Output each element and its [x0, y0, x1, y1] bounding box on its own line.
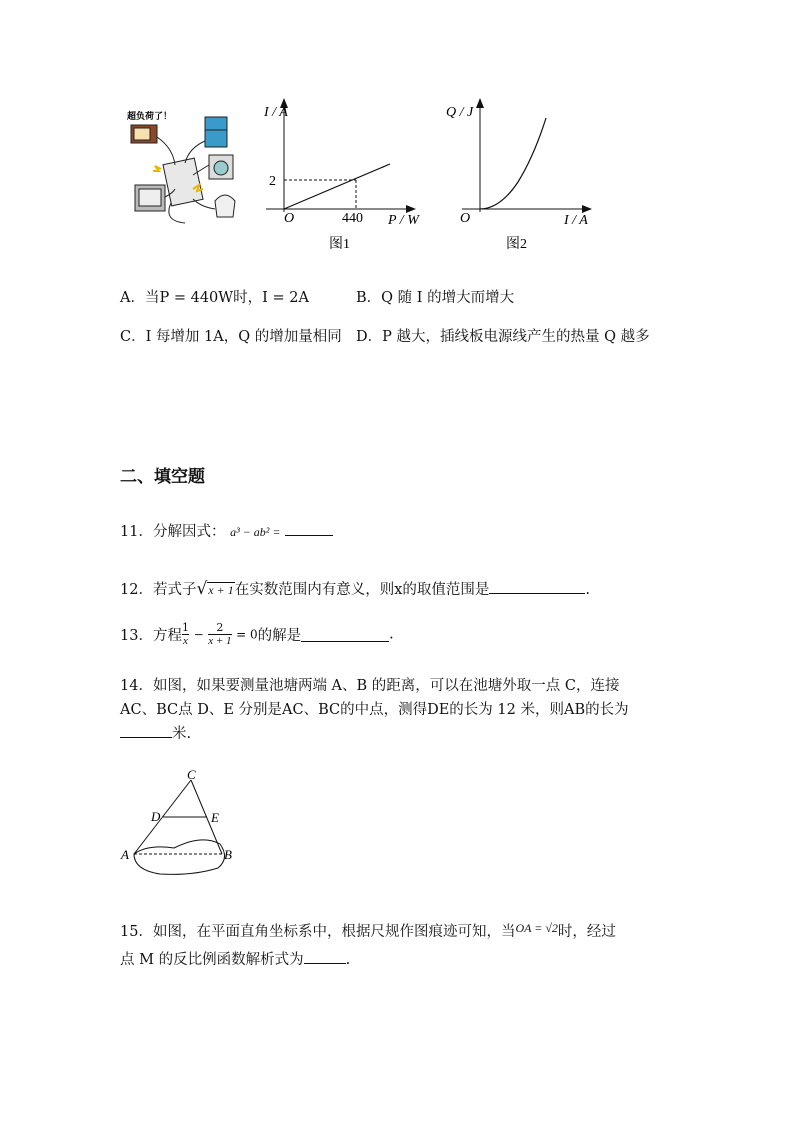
y-axis-arrow [476, 98, 484, 108]
fig1-origin: O [284, 211, 295, 226]
fig2-origin: O [460, 211, 471, 226]
q13-frac2 [208, 622, 231, 647]
q12-pre: 12．若式子 [120, 582, 197, 598]
fig1-x-label: P / W [388, 213, 419, 228]
q15-expr: OA = √2 [515, 921, 558, 935]
q15-end: . [345, 952, 351, 968]
q12-post: 在实数范围内有意义，则x的取值范围是 [234, 582, 490, 598]
q13-minus: − [193, 627, 204, 642]
parabola-curve [480, 118, 546, 209]
label-b: B [224, 847, 232, 862]
q12-answer-blank[interactable] [489, 579, 585, 594]
label-c: C [187, 767, 196, 782]
q14-line1: 14．如图，如果要测量池塘两端 A、B 的距离，可以在池塘外取一点 C，连接 [120, 678, 620, 694]
question-15-line1 [120, 920, 616, 941]
q13-frac1-num: 1 [181, 621, 189, 634]
q14-line3 [120, 722, 191, 743]
fig2-x-label: I / A [564, 213, 588, 228]
q14-end: 米. [172, 726, 192, 742]
fig1-x-tick: 440 [342, 211, 363, 226]
q14-answer-blank[interactable] [120, 723, 172, 738]
question-11 [120, 520, 333, 541]
question-13 [120, 622, 394, 647]
figure-1-graph [258, 96, 428, 256]
q11-answer-blank[interactable] [285, 521, 333, 536]
q12-radicand: x + 1 [208, 583, 234, 597]
figure-1 [258, 96, 428, 256]
q15-line2: 点 M 的反比例函数解析式为 [120, 952, 304, 968]
q13-frac1 [182, 622, 189, 647]
q15-pre: 15．如图，在平面直角坐标系中，根据尺规作图痕迹可知，当 [120, 924, 516, 940]
label-e: E [211, 810, 219, 825]
q12-end: . [585, 582, 591, 598]
fig2-caption: 图2 [506, 237, 527, 252]
q15-answer-blank[interactable] [304, 949, 346, 964]
q12-radical: √x + 1 [196, 579, 234, 599]
q15-post: 时，经过 [557, 924, 616, 940]
x-axis-arrow [406, 205, 416, 213]
q13-end: . [389, 626, 394, 643]
q13-answer-blank[interactable] [301, 627, 389, 642]
q13-eq: = 0 [236, 627, 258, 642]
x-axis-arrow [582, 205, 592, 213]
option-b: B．Q 随 I 的增大而增大 [356, 290, 515, 306]
fig2-y-label: Q / J [446, 105, 474, 120]
fig1-y-tick: 2 [269, 174, 276, 189]
q13-pre: 13．方程 [120, 628, 182, 644]
fig1-caption: 图1 [329, 237, 350, 252]
question-12 [120, 578, 590, 599]
cartoon-caption: 超负荷了！ [127, 111, 173, 121]
option-c: C．I 每增加 1A，Q 的增加量相同 [120, 329, 342, 345]
fig1-y-label: I / A [264, 105, 288, 120]
q11-text: 11．分解因式： [120, 524, 226, 540]
triangle-pond-figure [114, 764, 244, 879]
option-a: A．当P = 440W时，I = 2A [120, 290, 309, 306]
q13-frac2-num: 2 [216, 621, 224, 634]
q14-line2: AC、BC点 D、E 分别是AC、BC的中点，测得DE的长为 12 米，则AB的长为 [120, 702, 629, 718]
section-title: 二、填空题 [120, 467, 205, 487]
option-d: D．P 越大，插线板电源线产生的热量 Q 越多 [356, 329, 650, 345]
q11-expr: a³ − ab² = [230, 525, 281, 539]
q13-frac1-den: x [183, 635, 188, 647]
overload-cartoon [123, 103, 241, 228]
question-15-line2 [120, 948, 350, 969]
overload-cartoon-drawing [123, 103, 241, 228]
figure-2 [440, 96, 600, 256]
q13-frac2-den: x + 1 [208, 635, 232, 647]
figure-2-graph [440, 96, 600, 256]
pond-outline [134, 840, 225, 875]
q13-post: 的解是 [257, 628, 302, 644]
linear-graph-line [284, 164, 390, 209]
q14-figure [114, 764, 244, 879]
label-d: D [151, 809, 161, 824]
label-a: A [121, 847, 129, 862]
